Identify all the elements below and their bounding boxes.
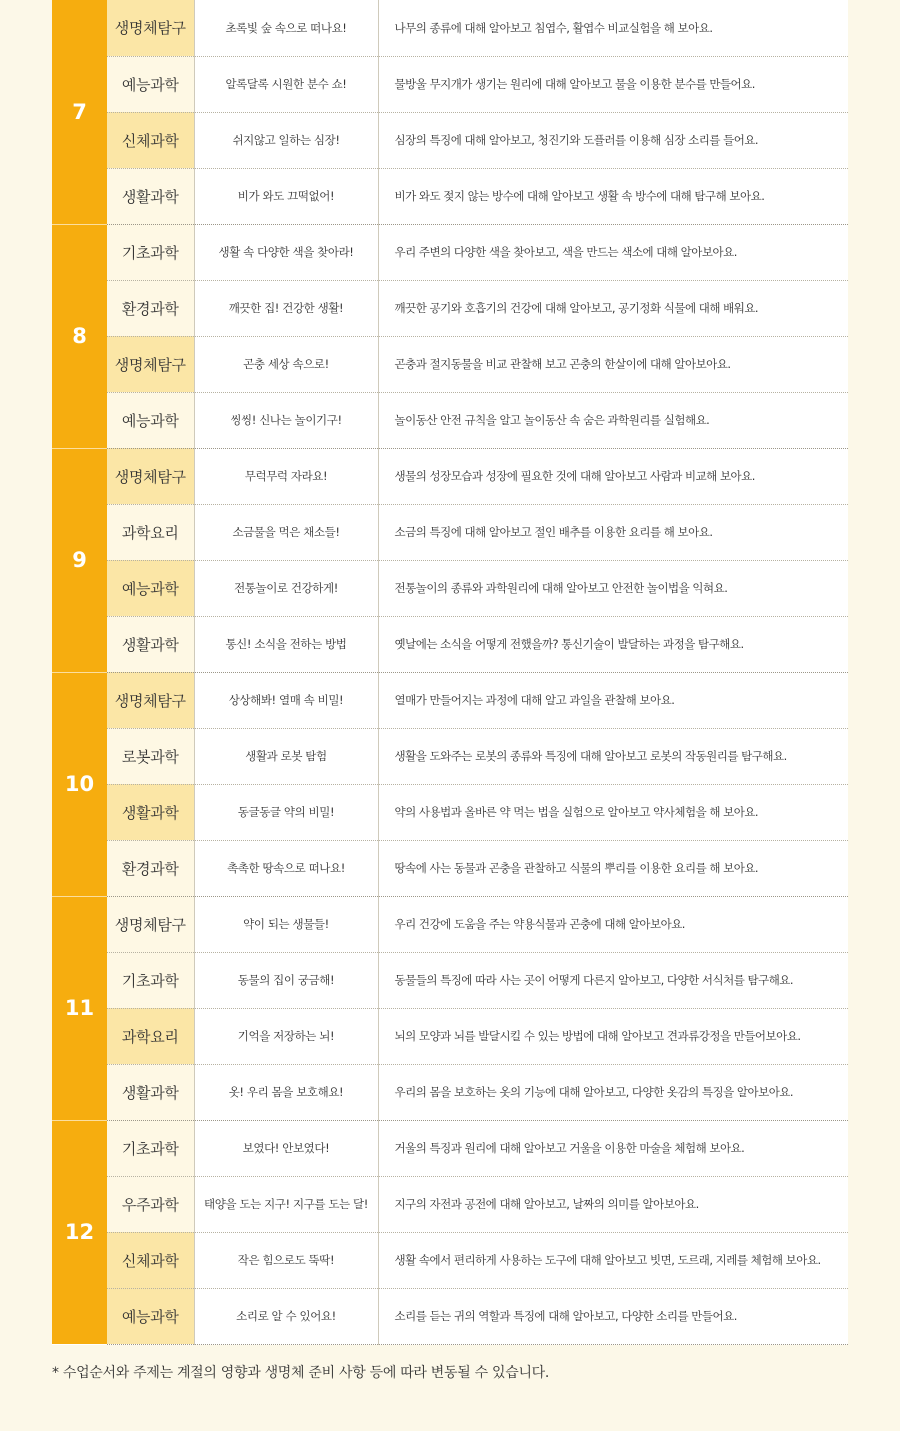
- lesson-description: 뇌의 모양과 뇌를 발달시킬 수 있는 방법에 대해 알아보고 견과류강정을 만들어보아요.: [378, 1008, 848, 1064]
- lesson-title: 소금물을 먹은 채소들!: [194, 504, 378, 560]
- subject-category: 생활과학: [107, 168, 194, 224]
- lesson-title: 보였다! 안보였다!: [194, 1120, 378, 1176]
- lesson-description: 깨끗한 공기와 호흡기의 건강에 대해 알아보고, 공기정화 식물에 대해 배워요.: [378, 280, 848, 336]
- lesson-title: 작은 힘으로도 뚝딱!: [194, 1232, 378, 1288]
- month-label: 10: [52, 672, 107, 896]
- subject-category: 과학요리: [107, 504, 194, 560]
- table-row: [52, 224, 848, 280]
- lesson-title: 약이 되는 생물들!: [194, 896, 378, 952]
- lesson-description: 곤충과 절지동물을 비교 관찰해 보고 곤충의 한살이에 대해 알아보아요.: [378, 336, 848, 392]
- table-row: [52, 560, 848, 616]
- table-row: [52, 1176, 848, 1232]
- curriculum-table: [52, 0, 848, 1345]
- subject-category: 기초과학: [107, 224, 194, 280]
- table-row: [52, 392, 848, 448]
- subject-category: 신체과학: [107, 112, 194, 168]
- subject-category: 생명체탐구: [107, 896, 194, 952]
- lesson-description: 놀이동산 안전 규칙을 알고 놀이동산 속 숨은 과학원리를 실험해요.: [378, 392, 848, 448]
- lesson-title: 깨끗한 집! 건강한 생활!: [194, 280, 378, 336]
- table-row: [52, 504, 848, 560]
- lesson-title: 태양을 도는 지구! 지구를 도는 달!: [194, 1176, 378, 1232]
- subject-category: 우주과학: [107, 1176, 194, 1232]
- table-row: [52, 56, 848, 112]
- lesson-description: 약의 사용법과 올바른 약 먹는 법을 실험으로 알아보고 약사체험을 해 보아요.: [378, 784, 848, 840]
- table-row: [52, 672, 848, 728]
- table-row: [52, 1232, 848, 1288]
- lesson-title: 소리로 알 수 있어요!: [194, 1288, 378, 1344]
- lesson-description: 생활 속에서 편리하게 사용하는 도구에 대해 알아보고 빗면, 도르래, 지레를 체험해 보아요.: [378, 1232, 848, 1288]
- table-row: [52, 1064, 848, 1120]
- lesson-title: 생활과 로봇 탐험: [194, 728, 378, 784]
- lesson-title: 초록빛 숲 속으로 떠나요!: [194, 0, 378, 56]
- lesson-description: 소금의 특징에 대해 알아보고 절인 배추를 이용한 요리를 해 보아요.: [378, 504, 848, 560]
- table-row: [52, 840, 848, 896]
- lesson-description: 우리 건강에 도움을 주는 약용식물과 곤충에 대해 알아보아요.: [378, 896, 848, 952]
- subject-category: 생활과학: [107, 1064, 194, 1120]
- lesson-title: 기억을 저장하는 뇌!: [194, 1008, 378, 1064]
- table-row: [52, 0, 848, 56]
- lesson-title: 동글동글 약의 비밀!: [194, 784, 378, 840]
- month-label: 11: [52, 896, 107, 1120]
- footnote: * 수업순서와 주제는 계절의 영향과 생명체 준비 사항 등에 따라 변동될 수 있습니다.: [52, 1365, 550, 1381]
- subject-category: 예능과학: [107, 560, 194, 616]
- table-row: [52, 784, 848, 840]
- table-row: [52, 336, 848, 392]
- subject-category: 예능과학: [107, 56, 194, 112]
- subject-category: 신체과학: [107, 1232, 194, 1288]
- lesson-description: 우리 주변의 다양한 색을 찾아보고, 색을 만드는 색소에 대해 알아보아요.: [378, 224, 848, 280]
- month-label: 7: [52, 0, 107, 224]
- month-label: 9: [52, 448, 107, 672]
- lesson-description: 동물들의 특징에 따라 사는 곳이 어떻게 다른지 알아보고, 다양한 서식처를 탐구해요.: [378, 952, 848, 1008]
- subject-category: 예능과학: [107, 1288, 194, 1344]
- lesson-title: 알록달록 시원한 분수 쇼!: [194, 56, 378, 112]
- lesson-description: 옛날에는 소식을 어떻게 전했을까? 통신기술이 발달하는 과정을 탐구해요.: [378, 616, 848, 672]
- table-row: [52, 1008, 848, 1064]
- lesson-description: 열매가 만들어지는 과정에 대해 알고 과일을 관찰해 보아요.: [378, 672, 848, 728]
- lesson-title: 쉬지않고 일하는 심장!: [194, 112, 378, 168]
- lesson-description: 땅속에 사는 동물과 곤충을 관찰하고 식물의 뿌리를 이용한 요리를 해 보아요.: [378, 840, 848, 896]
- lesson-title: 옷! 우리 몸을 보호해요!: [194, 1064, 378, 1120]
- lesson-description: 전통놀이의 종류와 과학원리에 대해 알아보고 안전한 놀이법을 익혀요.: [378, 560, 848, 616]
- lesson-title: 통신! 소식을 전하는 방법: [194, 616, 378, 672]
- lesson-title: 씽씽! 신나는 놀이기구!: [194, 392, 378, 448]
- subject-category: 생명체탐구: [107, 0, 194, 56]
- table-row: [52, 280, 848, 336]
- lesson-title: 촉촉한 땅속으로 떠나요!: [194, 840, 378, 896]
- table-row: [52, 112, 848, 168]
- table-row: [52, 616, 848, 672]
- table-row: [52, 728, 848, 784]
- subject-category: 기초과학: [107, 1120, 194, 1176]
- lesson-description: 생물의 성장모습과 성장에 필요한 것에 대해 알아보고 사람과 비교해 보아요.: [378, 448, 848, 504]
- subject-category: 생명체탐구: [107, 336, 194, 392]
- subject-category: 생활과학: [107, 784, 194, 840]
- lesson-description: 거울의 특징과 원리에 대해 알아보고 거울을 이용한 마술을 체험해 보아요.: [378, 1120, 848, 1176]
- lesson-title: 비가 와도 끄떡없어!: [194, 168, 378, 224]
- subject-category: 예능과학: [107, 392, 194, 448]
- lesson-description: 지구의 자전과 공전에 대해 알아보고, 날짜의 의미를 알아보아요.: [378, 1176, 848, 1232]
- lesson-title: 동물의 집이 궁금해!: [194, 952, 378, 1008]
- lesson-title: 전통놀이로 건강하게!: [194, 560, 378, 616]
- table-row: [52, 1288, 848, 1344]
- lesson-description: 나무의 종류에 대해 알아보고 침엽수, 활엽수 비교실험을 해 보아요.: [378, 0, 848, 56]
- table-row: [52, 952, 848, 1008]
- lesson-description: 심장의 특징에 대해 알아보고, 청진기와 도플러를 이용해 심장 소리를 들어요.: [378, 112, 848, 168]
- lesson-description: 물방울 무지개가 생기는 원리에 대해 알아보고 물을 이용한 분수를 만들어요.: [378, 56, 848, 112]
- lesson-title: 무럭무럭 자라요!: [194, 448, 378, 504]
- subject-category: 생명체탐구: [107, 448, 194, 504]
- lesson-description: 생활을 도와주는 로봇의 종류와 특징에 대해 알아보고 로봇의 작동원리를 탐구해요.: [378, 728, 848, 784]
- subject-category: 생명체탐구: [107, 672, 194, 728]
- month-label: 8: [52, 224, 107, 448]
- lesson-title: 생활 속 다양한 색을 찾아라!: [194, 224, 378, 280]
- subject-category: 생활과학: [107, 616, 194, 672]
- subject-category: 환경과학: [107, 280, 194, 336]
- lesson-description: 우리의 몸을 보호하는 옷의 기능에 대해 알아보고, 다양한 옷감의 특징을 알아보아요.: [378, 1064, 848, 1120]
- subject-category: 환경과학: [107, 840, 194, 896]
- lesson-title: 곤충 세상 속으로!: [194, 336, 378, 392]
- table-row: [52, 448, 848, 504]
- subject-category: 과학요리: [107, 1008, 194, 1064]
- curriculum-table-body: [52, 0, 848, 1344]
- lesson-description: 비가 와도 젖지 않는 방수에 대해 알아보고 생활 속 방수에 대해 탐구해 보아요.: [378, 168, 848, 224]
- lesson-description: 소리를 듣는 귀의 역할과 특징에 대해 알아보고, 다양한 소리를 만들어요.: [378, 1288, 848, 1344]
- subject-category: 로봇과학: [107, 728, 194, 784]
- table-row: [52, 896, 848, 952]
- subject-category: 기초과학: [107, 952, 194, 1008]
- table-row: [52, 168, 848, 224]
- table-row: [52, 1120, 848, 1176]
- lesson-title: 상상해봐! 열매 속 비밀!: [194, 672, 378, 728]
- month-label: 12: [52, 1120, 107, 1344]
